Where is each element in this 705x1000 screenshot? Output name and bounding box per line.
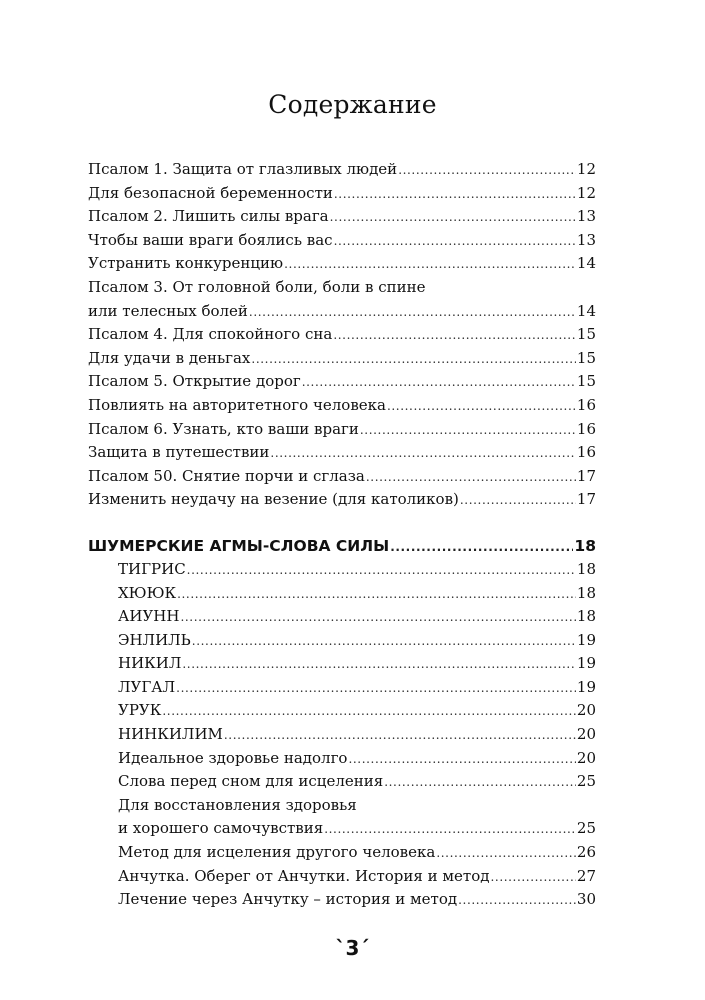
toc-leader-dots [334,183,576,207]
toc-entry-page: 18 [576,607,596,626]
toc-entry[interactable] [88,347,596,371]
toc-leader-dots [177,583,576,607]
toc-entry-title: УРУК [118,701,162,720]
toc-entry[interactable] [88,252,596,276]
toc-entry[interactable] [88,841,596,865]
toc-entry-title: Псалом 4. Для спокойного сна [88,325,333,344]
toc-section-heading-page: 18 [574,536,596,555]
toc-entry-title: АИУНН [118,607,180,626]
toc-leader-dots [348,748,575,772]
toc-leader-dots [270,442,575,466]
toc-leader-dots [390,535,573,559]
toc-entry-page: 19 [576,677,596,696]
toc-entry-title: Псалом 1. Защита от глазливых людей [88,160,398,178]
toc-entry-title: Повлиять на авторитетного человека [88,395,386,414]
toc-leader-dots [458,889,576,913]
toc-entry-title: ЛУГАЛ [118,677,176,696]
toc-entry-page: 15 [576,348,596,367]
toc-leader-dots [490,866,575,890]
toc-entry[interactable] [88,276,596,300]
toc-entry-title: Устранить конкуренцию [88,254,284,273]
toc-leader-dots [251,348,576,372]
toc-entry[interactable] [88,488,596,512]
toc-entry-page: 19 [576,630,596,649]
toc-leader-dots [192,630,576,654]
toc-entry[interactable] [88,441,596,465]
toc-entry[interactable] [88,418,596,442]
toc-leader-dots [224,724,576,748]
toc-entry-title: Анчутка. Оберег от Анчутки. История и метод [118,866,490,885]
toc-entry[interactable] [88,865,596,889]
toc-entry-title: Для восстановления здоровья [118,795,357,814]
toc-leader-dots [162,700,576,724]
toc-entry-page: 15 [576,372,596,391]
toc-entry[interactable] [88,300,596,324]
toc-entry[interactable] [88,182,596,206]
toc-entry-page: 13 [576,230,596,249]
toc-entry-page: 25 [576,819,596,838]
toc-entry[interactable] [88,582,596,606]
toc-entry-page: 30 [576,890,596,909]
toc-entry[interactable] [88,394,596,418]
toc-entry[interactable] [88,158,596,182]
toc-leader-dots [180,606,575,630]
toc-entry-title: Псалом 50. Снятие порчи и сглаза [88,466,365,485]
toc-entry[interactable] [88,794,596,818]
toc-entry-page: 15 [576,325,596,344]
toc-entry-page: 27 [576,866,596,885]
toc-entry[interactable] [88,770,596,794]
toc-entry[interactable] [88,205,596,229]
toc-entry-page: 14 [576,301,596,320]
toc-entry-title: Псалом 5. Открытие дорог [88,372,301,391]
toc-leader-dots [302,371,576,395]
toc-leader-dots [324,818,576,842]
toc-leader-dots [436,842,576,866]
toc-leader-dots [182,653,576,677]
section-gap [88,512,596,534]
toc-entry[interactable] [88,465,596,489]
toc-entry-title: Псалом 2. Лишить силы врага [88,207,329,226]
toc-entry-title: Метод для исцеления другого человека [118,843,436,862]
toc-entry-page: 13 [576,207,596,226]
toc-entry-title: Чтобы ваши враги боялись вас [88,230,333,249]
toc-leader-dots [334,230,576,254]
toc-entry-title: или телесных болей [88,301,248,320]
toc-entry[interactable] [88,229,596,253]
toc-entry[interactable] [88,652,596,676]
toc-entry-title: Псалом 3. От головной боли, боли в спине [88,277,426,296]
toc-section-heading-text: ШУМЕРСКИЕ АГМЫ-СЛОВА СИЛЫ [88,536,390,555]
toc-leader-dots [284,253,576,277]
table-of-contents [88,158,596,912]
toc-entry-title: Слова перед сном для исцеления [118,772,384,791]
toc-leader-dots [176,677,576,701]
toc-section-heading[interactable] [88,534,596,558]
toc-entry[interactable] [88,817,596,841]
toc-entry-title: НИКИЛ [118,654,182,673]
toc-entry[interactable] [88,676,596,700]
toc-leader-dots [387,395,576,419]
toc-entry-title: ХЮЮК [118,583,177,602]
toc-entry-page: 25 [576,772,596,791]
toc-entry-title: Псалом 6. Узнать, кто ваши враги [88,419,359,438]
toc-leader-dots [360,419,576,443]
page-title: Содержание [268,90,437,119]
toc-entry-title: и хорошего самочувствия [118,819,324,838]
toc-entry[interactable] [88,605,596,629]
toc-entry[interactable] [88,629,596,653]
toc-entry-title: Для безопасной беременности [88,183,333,202]
toc-entry-page: 20 [576,725,596,744]
toc-entry-page: 16 [576,395,596,414]
toc-entry-title: НИНКИЛИМ [118,725,223,744]
toc-entry-page: 16 [576,443,596,462]
toc-entry-page: 12 [576,183,596,202]
toc-leader-dots [249,301,576,325]
toc-entry-page: 20 [576,748,596,767]
toc-entry-page: 20 [576,701,596,720]
toc-entry-title: Лечение через Анчутку – история и метод [118,890,458,909]
toc-entry-page: 17 [576,490,596,509]
toc-main-list [88,158,596,512]
toc-entry[interactable] [88,370,596,394]
toc-leader-dots [330,206,576,230]
toc-entry[interactable] [88,888,596,912]
toc-entry-page: 16 [576,419,596,438]
toc-entry-title: Идеальное здоровье надолго [118,748,348,767]
toc-entry[interactable] [88,323,596,347]
toc-entry[interactable] [88,747,596,771]
toc-entry-page: 12 [576,160,596,178]
toc-entry-title: ТИГРИС [118,559,186,578]
toc-entry[interactable] [88,723,596,747]
page-number: `3´ [335,936,370,960]
toc-entry-title: Изменить неудачу на везение (для католиков) [88,490,459,509]
toc-entry-page: 18 [576,583,596,602]
toc-leader-dots [384,771,576,795]
toc-section-list [88,558,596,912]
toc-leader-dots [460,489,576,513]
toc-entry-title: Защита в путешествии [88,443,270,462]
toc-entry-page: 18 [576,559,596,578]
toc-entry-page: 17 [576,466,596,485]
toc-leader-dots [366,466,576,490]
toc-leader-dots [187,559,576,583]
toc-entry-page: 14 [576,254,596,273]
toc-leader-dots [333,324,576,348]
toc-entry-page: 19 [576,654,596,673]
toc-leader-dots [398,159,576,183]
toc-entry-title: Для удачи в деньгах [88,348,251,367]
toc-entry[interactable] [88,558,596,582]
toc-entry-page: 26 [576,843,596,862]
toc-entry[interactable] [88,699,596,723]
toc-entry-title: ЭНЛИЛЬ [118,630,191,649]
